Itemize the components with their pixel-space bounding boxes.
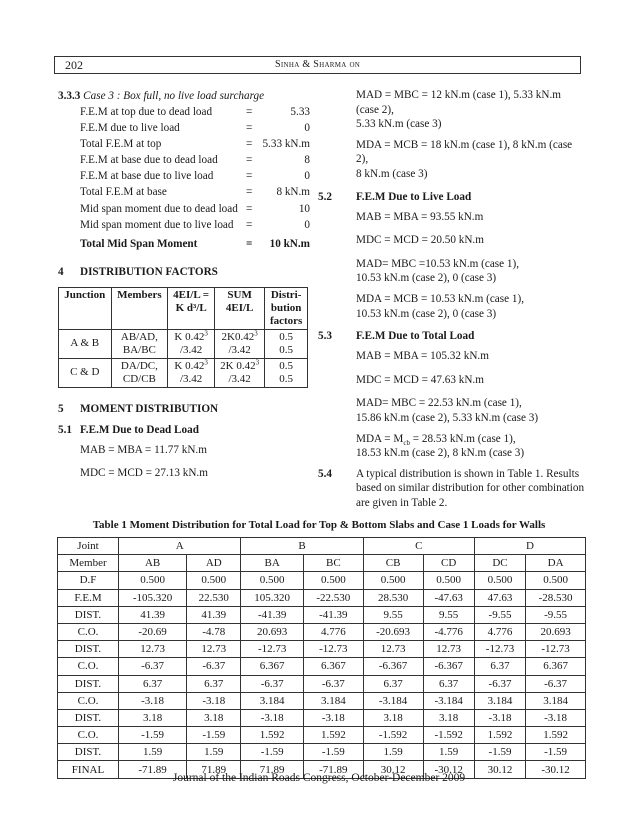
fem-label: F.E.M at base due to live load xyxy=(80,170,214,183)
table-1-cell: 28.530 xyxy=(363,589,423,606)
table-1-row-label: F.E.M xyxy=(58,589,119,606)
table-1-cell: 0.500 xyxy=(363,572,423,589)
table-1-cell: 4.776 xyxy=(474,623,525,640)
fem-equals: = xyxy=(246,186,253,199)
table-1-cell: -6.37 xyxy=(187,658,241,675)
df-members-line2: BA/BC xyxy=(122,343,156,356)
table-1-cell: -9.55 xyxy=(526,606,586,623)
df-row-ab xyxy=(59,329,308,358)
left-column xyxy=(58,88,308,481)
section-4-title: DISTRIBUTION FACTORS xyxy=(80,265,218,278)
fem-row xyxy=(58,136,308,152)
table-1-row-label: DIST. xyxy=(58,675,119,692)
table-1-joint-row xyxy=(58,538,586,555)
df-factor-line1: 0.5 xyxy=(279,359,293,372)
table-1-member-header: AB xyxy=(119,555,187,572)
fem-label: Total F.E.M at top xyxy=(80,138,162,151)
fem-row xyxy=(58,201,308,217)
df-members xyxy=(111,329,168,358)
df-k-line2: /3.42 xyxy=(179,343,203,356)
table-row xyxy=(58,744,586,761)
table-1-cell: 0.500 xyxy=(119,572,187,589)
table-1-cell: -1.59 xyxy=(119,727,187,744)
df-header-factors-line2: bution xyxy=(270,301,302,314)
table-1-cell: 6.367 xyxy=(241,658,304,675)
df-k-line1 xyxy=(170,331,212,344)
df-factor xyxy=(265,358,308,387)
df-sum-cube: 3 xyxy=(255,358,260,367)
table-1-cell: 12.73 xyxy=(363,641,423,658)
section-5-3-title: F.E.M Due to Total Load xyxy=(356,330,475,343)
table-1-cell: 3.184 xyxy=(303,692,363,709)
table-1-cell: 1.592 xyxy=(474,727,525,744)
table-1-cell: 1.59 xyxy=(363,744,423,761)
table-1-cell: -3.18 xyxy=(241,709,304,726)
table-1-cell: 6.37 xyxy=(474,658,525,675)
table-1-cell: -4.776 xyxy=(423,623,474,640)
table-1-cell: 1.592 xyxy=(303,727,363,744)
df-header-sum-line1: SUM xyxy=(227,288,252,301)
fem-label: Total F.E.M at base xyxy=(80,186,167,199)
table-1-cell: 6.37 xyxy=(423,675,474,692)
table-1-cell: -1.59 xyxy=(187,727,241,744)
table-1-cell: -6.37 xyxy=(474,675,525,692)
table-1-cell: -3.18 xyxy=(303,709,363,726)
fem-equals: = xyxy=(246,122,253,135)
table-1-cell: 1.59 xyxy=(119,744,187,761)
table-1-cell: -6.37 xyxy=(119,658,187,675)
s52-line2: MDC = MCD = 20.50 kN.m xyxy=(356,234,484,247)
table-1-cell: -1.59 xyxy=(241,744,304,761)
table-1-cell: 1.59 xyxy=(187,744,241,761)
table-1-joint-b: B xyxy=(241,538,363,555)
table-row xyxy=(58,727,586,744)
df-k-line2: /3.42 xyxy=(179,372,203,385)
df-factor xyxy=(265,329,308,358)
table-1-cell: 3.18 xyxy=(423,709,474,726)
table-1-joint-a: A xyxy=(119,538,241,555)
table-1-cell: -3.18 xyxy=(119,692,187,709)
table-1-row-label: C.O. xyxy=(58,658,119,675)
table-1-cell: -12.73 xyxy=(303,641,363,658)
table-1-cell: -6.37 xyxy=(241,675,304,692)
fem-row xyxy=(58,104,308,120)
table-row xyxy=(58,709,586,726)
section-5-heading xyxy=(58,400,308,418)
table-1-cell: -6.367 xyxy=(363,658,423,675)
table-1-cell: 1.59 xyxy=(423,744,474,761)
table-1-cell: 3.184 xyxy=(526,692,586,709)
df-k-cube: 3 xyxy=(204,329,208,338)
table-1-title: Table 1 Moment Distribution for Total Load for Top & Bottom Slabs and Case 1 Loads for Walls xyxy=(92,519,546,531)
table-row xyxy=(58,572,586,589)
fem-value: 0 xyxy=(304,170,310,183)
df-sum-line1 xyxy=(217,360,262,373)
section-5-2-title: F.E.M Due to Live Load xyxy=(356,190,472,203)
s52-line6: 10.53 kN.m (case 2), 0 (case 3) xyxy=(356,307,497,320)
df-sum-line2: /3.42 xyxy=(228,372,251,385)
table-1-cell: -41.39 xyxy=(241,606,304,623)
fem-value: 0 xyxy=(304,218,310,231)
fem-label: F.E.M due to live load xyxy=(80,122,180,135)
table-1-cell: 3.18 xyxy=(363,709,423,726)
section-5-4-line2: based on similar distribution for other combination xyxy=(356,482,585,495)
table-1-cell: 12.73 xyxy=(423,641,474,658)
table-1-row-label: DIST. xyxy=(58,744,119,761)
table-1-member-header: CD xyxy=(423,555,474,572)
df-factor-line2: 0.5 xyxy=(279,343,293,356)
df-header-sum-line2: 4EI/L xyxy=(225,301,254,314)
table-1-cell: -1.592 xyxy=(363,727,423,744)
df-members xyxy=(111,358,168,387)
df-junction: C & D xyxy=(59,358,112,387)
table-1-cell: 12.73 xyxy=(119,641,187,658)
section-5-4-line3: are given in Table 2. xyxy=(356,496,448,509)
table-1-cell: 20.693 xyxy=(526,623,586,640)
table-1-cell: 9.55 xyxy=(423,606,474,623)
s53-line3: MAD= MBC = 22.53 kN.m (case 1), xyxy=(356,397,522,410)
table-1-row-label: C.O. xyxy=(58,727,119,744)
table-1-row-label: DIST. xyxy=(58,709,119,726)
page-footer: Journal of the Indian Roads Congress, October-December 2009 xyxy=(172,772,466,784)
table-1-cell: 6.37 xyxy=(187,675,241,692)
df-members-line2: CD/CB xyxy=(122,372,156,385)
df-sum-cube: 3 xyxy=(254,329,258,338)
table-1-cell: 9.55 xyxy=(363,606,423,623)
s52-block3 xyxy=(318,257,586,286)
df-k-value: K 0.42 xyxy=(174,330,205,343)
table-1-cell: 0.500 xyxy=(187,572,241,589)
table-1-cell: 41.39 xyxy=(119,606,187,623)
fem-equals: = xyxy=(246,138,253,151)
table-1-member-row xyxy=(58,555,586,572)
table-1-cell: -71.89 xyxy=(303,761,363,778)
fem-label: F.E.M at top due to dead load xyxy=(80,106,213,118)
fem-value: 10 xyxy=(298,202,310,215)
fem-row xyxy=(58,217,308,233)
table-1-cell: -6.367 xyxy=(423,658,474,675)
table-1-row-label: C.O. xyxy=(58,692,119,709)
case3-heading-text: Case 3 : Box full, no live load surcharge xyxy=(83,90,265,102)
fem-equals: = xyxy=(246,202,253,215)
table-1-cell: -3.18 xyxy=(474,709,525,726)
total-mid-span-value: 10 kN.m xyxy=(269,237,310,250)
df-k-line1 xyxy=(170,360,212,373)
s52-line3: MAD= MBC =10.53 kN.m (case 1), xyxy=(356,257,520,270)
table-1-member-header: DA xyxy=(526,555,586,572)
table-1-cell: -47.63 xyxy=(423,589,474,606)
table-1-cell: 22.530 xyxy=(187,589,241,606)
table-1-cell: 0.500 xyxy=(303,572,363,589)
table-1-joint-c: C xyxy=(363,538,474,555)
df-header-junction: Junction xyxy=(59,287,112,329)
case3-heading-number: 3.3.3 xyxy=(58,90,81,102)
table-1-joint-label: Joint xyxy=(58,538,119,555)
df-sum-value: 2K 0.42 xyxy=(220,359,256,372)
right-top-2-line1: MDA = MCB = 18 kN.m (case 1), 8 kN.m (case 2), xyxy=(356,138,573,166)
s53-block3 xyxy=(318,396,586,425)
section-5-title: MOMENT DISTRIBUTION xyxy=(80,402,219,415)
total-mid-span-eq: = xyxy=(246,237,253,250)
fem-value: 5.33 kN.m xyxy=(262,138,310,151)
table-1-cell: 3.184 xyxy=(241,692,304,709)
s52-line4: 10.53 kN.m (case 2), 0 (case 3) xyxy=(356,272,497,285)
table-row xyxy=(58,692,586,709)
df-k xyxy=(168,358,215,387)
df-sum-value: 2K0.42 xyxy=(221,330,255,343)
df-factor-line1: 0.5 xyxy=(279,330,293,343)
fem-row xyxy=(58,120,308,136)
df-header-4eil xyxy=(168,287,215,329)
table-1-cell: 30.12 xyxy=(363,761,423,778)
table-1-cell: 41.39 xyxy=(187,606,241,623)
table-1-member-label: Member xyxy=(58,555,119,572)
table-1-cell: -12.73 xyxy=(241,641,304,658)
page-number: 202 xyxy=(65,58,83,72)
s53-line6: 18.53 kN.m (case 2), 8 kN.m (case 3) xyxy=(356,447,525,460)
table-1-cell: -3.184 xyxy=(423,692,474,709)
table-row xyxy=(58,623,586,640)
table-1-cell: 30.12 xyxy=(474,761,525,778)
df-k xyxy=(168,329,215,358)
df-sum-line2: /3.42 xyxy=(228,343,251,356)
df-header-factors xyxy=(265,287,308,329)
fem-label: F.E.M at base due to dead load xyxy=(80,154,218,167)
table-1-row-label: DIST. xyxy=(58,641,119,658)
moment-distribution-table xyxy=(57,537,586,779)
fem-value: 8 kN.m xyxy=(276,186,310,199)
s53-line5 xyxy=(356,432,586,447)
table-1-cell: -4.78 xyxy=(187,623,241,640)
table-1-cell: 71.89 xyxy=(241,761,304,778)
section-5-1-number: 5.1 xyxy=(58,423,72,436)
table-1-cell: -12.73 xyxy=(526,641,586,658)
df-header-4eil-line2: K d³/L xyxy=(175,301,207,314)
table-1-cell: 1.592 xyxy=(241,727,304,744)
fem-equals: = xyxy=(246,106,253,118)
table-1-cell: -1.59 xyxy=(303,744,363,761)
table-1-row-label: C.O. xyxy=(58,623,119,640)
right-top-1-line2: 5.33 kN.m (case 3) xyxy=(356,118,442,131)
table-row xyxy=(58,589,586,606)
table-1-joint-d: D xyxy=(474,538,585,555)
right-top-1-line1: MAD = MBC = 12 kN.m (case 1), 5.33 kN.m (case 2), xyxy=(356,89,561,116)
total-mid-span-label: Total Mid Span Moment xyxy=(80,237,198,250)
df-header-members: Members xyxy=(111,287,168,329)
right-top-2 xyxy=(318,138,586,182)
df-header-sum xyxy=(215,287,265,329)
table-1-cell: -9.55 xyxy=(474,606,525,623)
section-5-1-heading xyxy=(58,421,308,439)
table-1-cell: -3.18 xyxy=(187,692,241,709)
table-1-member-header: CB xyxy=(363,555,423,572)
table-1-cell: -28.530 xyxy=(526,589,586,606)
table-1-cell: 0.500 xyxy=(241,572,304,589)
fem-value: 8 xyxy=(304,154,310,167)
fem-row xyxy=(58,184,308,200)
table-1-cell: 3.18 xyxy=(187,709,241,726)
df-sum xyxy=(215,358,265,387)
table-1-cell: -6.37 xyxy=(526,675,586,692)
section-5-4-line1: A typical distribution is shown in Table 1. Results xyxy=(356,467,580,480)
table-1-cell: 3.18 xyxy=(119,709,187,726)
table-1-cell: -30.12 xyxy=(526,761,586,778)
s53-line2: MDC = MCD = 47.63 kN.m xyxy=(356,373,484,386)
df-k-cube: 3 xyxy=(204,358,208,367)
s53-line5-post: = 28.53 kN.m (case 1), xyxy=(409,432,516,445)
table-1-row-label: D.F xyxy=(58,572,119,589)
table-1-row-label: FINAL xyxy=(58,761,119,778)
table-1-member-header: DC xyxy=(474,555,525,572)
df-header-4eil-line1: 4EI/L = xyxy=(173,288,210,301)
s53-block4 xyxy=(318,432,586,461)
df-members-line1: AB/AD, xyxy=(120,330,158,343)
table-1-cell: -20.69 xyxy=(119,623,187,640)
right-top-2-line2: 8 kN.m (case 3) xyxy=(356,167,428,180)
section-5-1-line1: MAB = MBA = 11.77 kN.m xyxy=(80,443,207,456)
fem-value: 0 xyxy=(304,122,310,135)
table-row xyxy=(58,641,586,658)
section-5-3-heading xyxy=(318,327,586,345)
table-1-member-header: BA xyxy=(241,555,304,572)
s53-line5-sub: cb xyxy=(403,438,410,447)
df-junction: A & B xyxy=(59,329,112,358)
section-4-number: 4 xyxy=(58,265,64,278)
total-mid-span-row xyxy=(58,233,308,255)
table-1-cell: -3.184 xyxy=(363,692,423,709)
table-1-member-header: AD xyxy=(187,555,241,572)
table-1-cell: 105.320 xyxy=(241,589,304,606)
table-1-cell: 6.37 xyxy=(363,675,423,692)
s52-line5: MDA = MCB = 10.53 kN.m (case 1), xyxy=(356,292,524,305)
table-1-member-header: BC xyxy=(303,555,363,572)
section-5-1-line2: MDC = MCD = 27.13 kN.m xyxy=(80,466,208,479)
case3-heading xyxy=(58,88,308,104)
running-title: Sinha & Sharma on xyxy=(275,59,361,70)
table-1-cell: -1.59 xyxy=(526,744,586,761)
table-1-cell: 20.693 xyxy=(241,623,304,640)
table-1-cell: 12.73 xyxy=(187,641,241,658)
table-1-cell: 6.367 xyxy=(526,658,586,675)
df-header-factors-line1: Distri- xyxy=(270,288,302,301)
s53-line1: MAB = MBA = 105.32 kN.m xyxy=(356,350,489,363)
section-5-3-number: 5.3 xyxy=(318,330,332,343)
fem-equals: = xyxy=(246,154,253,167)
section-5-4 xyxy=(318,467,586,511)
table-row xyxy=(58,606,586,623)
df-members-line1: DA/DC, xyxy=(120,359,158,372)
df-factor-line2: 0.5 xyxy=(279,372,293,385)
fem-equals: = xyxy=(246,170,253,183)
section-5-number: 5 xyxy=(58,402,64,415)
table-1-cell: -3.18 xyxy=(526,709,586,726)
section-5-1-title: F.E.M Due to Dead Load xyxy=(80,423,199,436)
section-5-2-number: 5.2 xyxy=(318,190,332,203)
table-1-cell: 0.500 xyxy=(423,572,474,589)
fem-value: 5.33 xyxy=(290,106,310,118)
table-1-cell: 0.500 xyxy=(526,572,586,589)
s53-line5-pre: MDA = M xyxy=(356,432,404,445)
fem-equals: = xyxy=(246,218,253,231)
case3-fem-list xyxy=(58,104,308,233)
running-header xyxy=(54,56,581,74)
table-1-cell: 6.37 xyxy=(119,675,187,692)
fem-label: Mid span moment due to live load xyxy=(80,218,234,231)
right-top-1 xyxy=(318,88,586,132)
table-1-cell: 1.592 xyxy=(526,727,586,744)
table-1-cell: -41.39 xyxy=(303,606,363,623)
table-1-cell: -30.12 xyxy=(423,761,474,778)
table-1-cell: 47.63 xyxy=(474,589,525,606)
distribution-factors-table xyxy=(58,287,308,388)
table-1-cell: -22.530 xyxy=(303,589,363,606)
table-1-cell: -6.37 xyxy=(303,675,363,692)
section-5-4-number: 5.4 xyxy=(318,467,332,480)
table-row xyxy=(58,675,586,692)
section-5-2-heading xyxy=(318,188,586,206)
s52-line1: MAB = MBA = 93.55 kN.m xyxy=(356,210,484,223)
table-1-cell: 0.500 xyxy=(474,572,525,589)
table-row xyxy=(58,658,586,675)
table-1-cell: -12.73 xyxy=(474,641,525,658)
table-1-cell: -20.693 xyxy=(363,623,423,640)
fem-row xyxy=(58,152,308,168)
table-1-row-label: DIST. xyxy=(58,606,119,623)
df-sum xyxy=(215,329,265,358)
table-1-cell: -71.89 xyxy=(119,761,187,778)
table-1-cell: -1.592 xyxy=(423,727,474,744)
s53-line4: 15.86 kN.m (case 2), 5.33 kN.m (case 3) xyxy=(356,411,539,424)
table-1-cell: 3.184 xyxy=(474,692,525,709)
df-header-row xyxy=(59,287,308,329)
table-1-cell: 4.776 xyxy=(303,623,363,640)
table-1-cell: 71.89 xyxy=(187,761,241,778)
df-sum-line1 xyxy=(217,331,262,344)
fem-label: Mid span moment due to dead load xyxy=(80,202,238,215)
df-row-cd xyxy=(59,358,308,387)
section-4-heading xyxy=(58,263,308,281)
df-k-value: K 0.42 xyxy=(174,359,205,372)
table-1-cell: -1.59 xyxy=(474,744,525,761)
right-column xyxy=(318,88,586,510)
table-1-cell: -105.320 xyxy=(119,589,187,606)
fem-row xyxy=(58,168,308,184)
s52-block4 xyxy=(318,292,586,321)
table-1-cell: 6.367 xyxy=(303,658,363,675)
df-header-factors-line3: factors xyxy=(269,314,303,327)
